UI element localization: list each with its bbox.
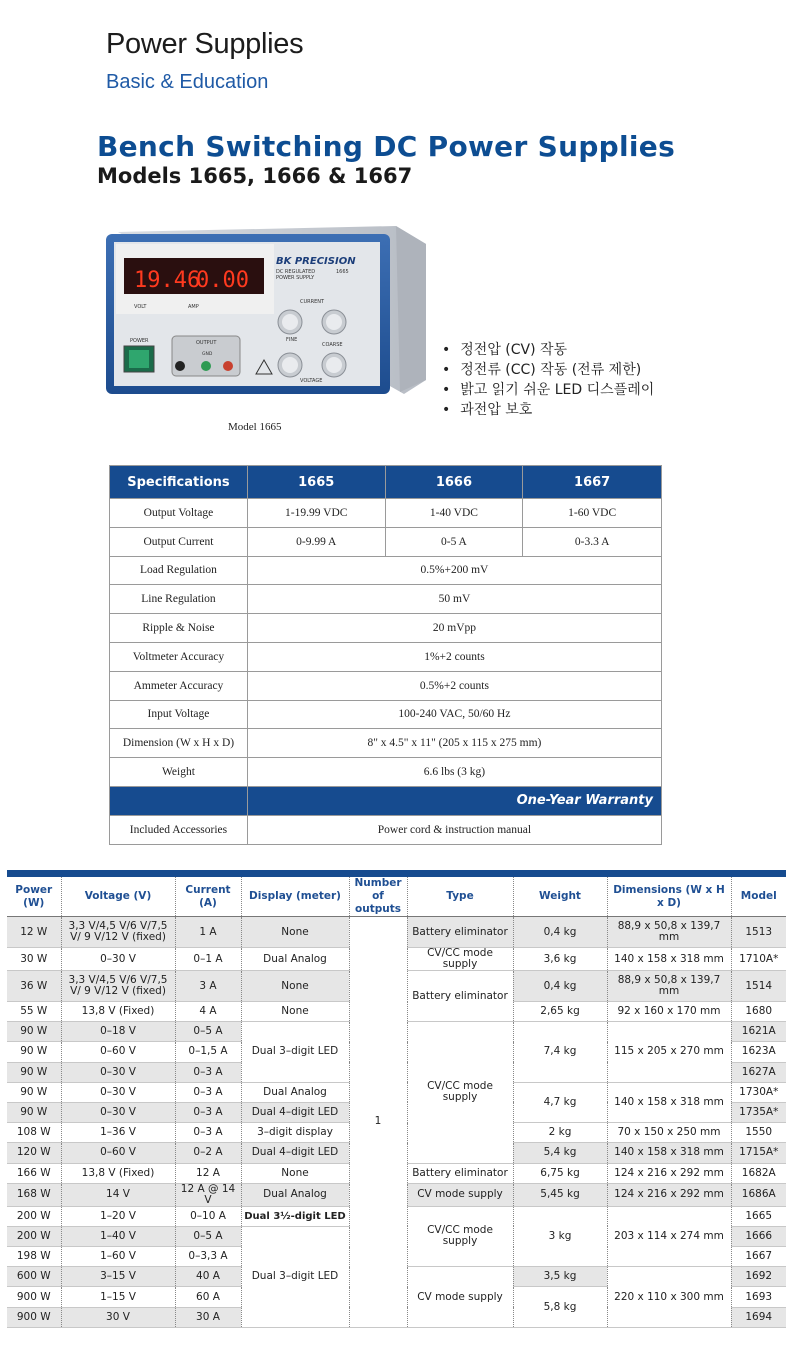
feature-item: • 정전류 (CC) 작동 (전류 제한) <box>442 360 654 380</box>
spec-value: 0-3.3 A <box>523 527 662 556</box>
lineup-header: Dimensions (W x H x D) <box>607 877 731 917</box>
terminal-ground <box>201 361 211 371</box>
model-cell: 1730A* <box>731 1082 786 1102</box>
voltage-cell: 1–40 V <box>61 1226 175 1246</box>
model-cell: 1665 <box>731 1206 786 1226</box>
spec-label: Ripple & Noise <box>110 614 248 643</box>
weight-cell: 4,7 kg <box>513 1082 607 1122</box>
power-cell: 55 W <box>7 1002 61 1022</box>
display-cell: None <box>241 1002 349 1022</box>
voltage-cell: 13,8 V (Fixed) <box>61 1002 175 1022</box>
display-cell: Dual 3–digit LED <box>241 1226 349 1327</box>
dimensions-cell: 70 x 150 x 250 mm <box>607 1123 731 1143</box>
model-cell: 1693 <box>731 1287 786 1307</box>
dimensions-cell: 92 x 160 x 170 mm <box>607 1002 731 1022</box>
spec-label: Line Regulation <box>110 585 248 614</box>
dimensions-cell: 140 x 158 x 318 mm <box>607 1082 731 1122</box>
power-cell: 30 W <box>7 948 61 971</box>
current-cell: 0–3 A <box>175 1062 241 1082</box>
spec-row <box>110 758 662 787</box>
table-row <box>7 917 786 948</box>
type-cell: CV/CC mode supply <box>407 1022 513 1163</box>
power-cell: 900 W <box>7 1307 61 1327</box>
spec-label: Weight <box>110 758 248 787</box>
weight-cell: 7,4 kg <box>513 1022 607 1083</box>
spec-row <box>110 556 662 585</box>
voltage-cell: 0–30 V <box>61 1082 175 1102</box>
weight-cell: 3,6 kg <box>513 948 607 971</box>
current-cell: 0–1,5 A <box>175 1042 241 1062</box>
weight-cell: 3,5 kg <box>513 1267 607 1287</box>
lineup-header: Weight <box>513 877 607 917</box>
weight-cell: 0,4 kg <box>513 971 607 1002</box>
voltage-cell: 14 V <box>61 1183 175 1206</box>
model-cell: 1666 <box>731 1226 786 1246</box>
amp-label: AMP <box>188 304 199 310</box>
display-cell: Dual 4–digit LED <box>241 1143 349 1163</box>
outputs-cell: 1 <box>349 917 407 1328</box>
voltage-cell: 0–30 V <box>61 948 175 971</box>
power-cell: 166 W <box>7 1163 61 1183</box>
spec-value: 0.5%+200 mV <box>247 556 661 585</box>
current-label: CURRENT <box>300 299 325 305</box>
warranty-label: One-Year Warranty <box>247 786 661 815</box>
warranty-row <box>110 786 662 815</box>
weight-cell: 5,4 kg <box>513 1143 607 1163</box>
current-cell: 0–1 A <box>175 948 241 971</box>
spec-row <box>110 499 662 528</box>
lineup-header: Model <box>731 877 786 917</box>
spec-value: 1%+2 counts <box>247 642 661 671</box>
current-cell: 40 A <box>175 1267 241 1287</box>
spec-header: 1665 <box>247 466 385 499</box>
display-cell: None <box>241 971 349 1002</box>
spec-label: Load Regulation <box>110 556 248 585</box>
power-cell: 108 W <box>7 1123 61 1143</box>
display-cell: None <box>241 917 349 948</box>
current-cell: 4 A <box>175 1002 241 1022</box>
knob-voltage-fine <box>278 353 302 377</box>
power-cell: 90 W <box>7 1022 61 1042</box>
spec-header-row <box>110 466 662 499</box>
spec-value: 0-9.99 A <box>247 527 385 556</box>
model-cell: 1627A <box>731 1062 786 1082</box>
lineup-header: Type <box>407 877 513 917</box>
voltage-cell: 3,3 V/4,5 V/6 V/7,5 V/ 9 V/12 V (fixed) <box>61 971 175 1002</box>
spec-row <box>110 729 662 758</box>
voltage-cell: 1–36 V <box>61 1123 175 1143</box>
fine-label: FINE <box>286 337 298 343</box>
dimensions-cell: 124 x 216 x 292 mm <box>607 1163 731 1183</box>
weight-cell: 3 kg <box>513 1206 607 1267</box>
power-label: POWER <box>130 338 149 344</box>
type-cell: Battery eliminator <box>407 1163 513 1183</box>
current-cell: 12 A <box>175 1163 241 1183</box>
current-cell: 0–3 A <box>175 1082 241 1102</box>
display-cell: Dual 4–digit LED <box>241 1102 349 1122</box>
lineup-header: Power (W) <box>7 877 61 917</box>
dimensions-cell: 140 x 158 x 318 mm <box>607 1143 731 1163</box>
model-cell: 1710A* <box>731 948 786 971</box>
model-cell: 1513 <box>731 917 786 948</box>
dimensions-cell: 203 x 114 x 274 mm <box>607 1206 731 1267</box>
warranty-blank <box>110 786 248 815</box>
spec-row <box>110 700 662 729</box>
model-cell: 1621A <box>731 1022 786 1042</box>
voltage-cell: 13,8 V (Fixed) <box>61 1163 175 1183</box>
voltage-cell: 0–18 V <box>61 1022 175 1042</box>
lineup-header: Current (A) <box>175 877 241 917</box>
spec-label: Input Voltage <box>110 700 248 729</box>
display-cell: Dual Analog <box>241 1082 349 1102</box>
feature-item: • 과전압 보호 <box>442 400 654 420</box>
power-cell: 36 W <box>7 971 61 1002</box>
current-cell: 0–5 A <box>175 1226 241 1246</box>
spec-row <box>110 585 662 614</box>
power-cell: 198 W <box>7 1247 61 1267</box>
spec-value: 20 mVpp <box>247 614 661 643</box>
spec-value: 0.5%+2 counts <box>247 671 661 700</box>
display-cell: Dual 3–digit LED <box>241 1022 349 1083</box>
model-cell: 1623A <box>731 1042 786 1062</box>
voltage-cell: 0–60 V <box>61 1143 175 1163</box>
model-cell: 1686A <box>731 1183 786 1206</box>
terminal-positive <box>223 361 233 371</box>
spec-label: Output Voltage <box>110 499 248 528</box>
lineup-table <box>7 877 786 1328</box>
type-cell: Battery eliminator <box>407 971 513 1022</box>
power-cell: 168 W <box>7 1183 61 1206</box>
display-cell: None <box>241 1163 349 1183</box>
power-cell: 90 W <box>7 1042 61 1062</box>
current-cell: 30 A <box>175 1307 241 1327</box>
current-cell: 12 A @ 14 V <box>175 1183 241 1206</box>
lineup-header: Number of outputs <box>349 877 407 917</box>
lineup-header: Voltage (V) <box>61 877 175 917</box>
spec-value: Power cord & instruction manual <box>247 815 661 844</box>
spec-value: 0-5 A <box>385 527 523 556</box>
specifications-table <box>109 465 662 845</box>
model-cell: 1682A <box>731 1163 786 1183</box>
spec-label: Ammeter Accuracy <box>110 671 248 700</box>
dimensions-cell: 124 x 216 x 292 mm <box>607 1183 731 1206</box>
voltage-cell: 30 V <box>61 1307 175 1327</box>
spec-row <box>110 527 662 556</box>
display-cell: Dual 3½-digit LED <box>241 1206 349 1226</box>
current-cell: 0–3 A <box>175 1123 241 1143</box>
spec-value: 6.6 lbs (3 kg) <box>247 758 661 787</box>
current-cell: 0–10 A <box>175 1206 241 1226</box>
photo-caption: Model 1665 <box>228 421 282 433</box>
lineup-header: Display (meter) <box>241 877 349 917</box>
coarse-label: COARSE <box>322 342 343 348</box>
power-cell: 900 W <box>7 1287 61 1307</box>
spec-value: 1-60 VDC <box>523 499 662 528</box>
feature-list <box>442 340 654 420</box>
spec-label: Dimension (W x H x D) <box>110 729 248 758</box>
power-cell: 600 W <box>7 1267 61 1287</box>
spec-value: 8" x 4.5" x 11" (205 x 115 x 275 mm) <box>247 729 661 758</box>
model-cell: 1715A* <box>731 1143 786 1163</box>
spec-header: Specifications <box>110 466 248 499</box>
voltage-cell: 1–60 V <box>61 1247 175 1267</box>
current-cell: 0–3,3 A <box>175 1247 241 1267</box>
display-cell: 3–digit display <box>241 1123 349 1143</box>
type-cell: CV/CC mode supply <box>407 1206 513 1267</box>
current-cell: 0–2 A <box>175 1143 241 1163</box>
current-cell: 60 A <box>175 1287 241 1307</box>
panel-line-2: POWER SUPPLY <box>276 275 315 281</box>
current-cell: 0–3 A <box>175 1102 241 1122</box>
feature-item: • 밝고 읽기 쉬운 LED 디스플레이 <box>442 380 654 400</box>
power-cell: 90 W <box>7 1082 61 1102</box>
spec-row <box>110 614 662 643</box>
spec-value: 1-19.99 VDC <box>247 499 385 528</box>
power-cell: 120 W <box>7 1143 61 1163</box>
dimensions-cell: 88,9 x 50,8 x 139,7 mm <box>607 971 731 1002</box>
dimensions-cell: 140 x 158 x 318 mm <box>607 948 731 971</box>
model-cell: 1692 <box>731 1267 786 1287</box>
weight-cell: 6,75 kg <box>513 1163 607 1183</box>
display-cell: Dual Analog <box>241 948 349 971</box>
spec-header: 1666 <box>385 466 523 499</box>
model-cell: 1694 <box>731 1307 786 1327</box>
terminal-negative <box>175 361 185 371</box>
current-cell: 0–5 A <box>175 1022 241 1042</box>
voltage-cell: 1–20 V <box>61 1206 175 1226</box>
spec-row <box>110 642 662 671</box>
spec-label: Output Current <box>110 527 248 556</box>
type-cell: CV mode supply <box>407 1183 513 1206</box>
current-cell: 3 A <box>175 971 241 1002</box>
dimensions-cell: 115 x 205 x 270 mm <box>607 1022 731 1083</box>
type-cell: Battery eliminator <box>407 917 513 948</box>
panel-line-1: DC REGULATED <box>276 269 316 275</box>
model-cell: 1680 <box>731 1002 786 1022</box>
output-label: OUTPUT <box>196 340 217 346</box>
type-cell: CV mode supply <box>407 1267 513 1328</box>
weight-cell: 5,8 kg <box>513 1287 607 1327</box>
lineup-table-wrap <box>7 870 786 1328</box>
power-cell: 200 W <box>7 1206 61 1226</box>
power-cell: 200 W <box>7 1226 61 1246</box>
power-cell: 12 W <box>7 917 61 948</box>
current-cell: 1 A <box>175 917 241 948</box>
voltage-cell: 0–30 V <box>61 1102 175 1122</box>
model-cell: 1514 <box>731 971 786 1002</box>
spec-header: 1667 <box>523 466 662 499</box>
voltage-cell: 1–15 V <box>61 1287 175 1307</box>
panel-model: 1665 <box>336 269 349 275</box>
feature-item: • 정전압 (CV) 작동 <box>442 340 654 360</box>
lineup-header-row <box>7 877 786 917</box>
page-header-subtitle: Basic & Education <box>106 71 269 93</box>
spec-value: 100-240 VAC, 50/60 Hz <box>247 700 661 729</box>
voltage-cell: 0–60 V <box>61 1042 175 1062</box>
display-cell: Dual Analog <box>241 1183 349 1206</box>
voltage-cell: 0–30 V <box>61 1062 175 1082</box>
spec-label: Included Accessories <box>110 815 248 844</box>
weight-cell: 5,45 kg <box>513 1183 607 1206</box>
spec-value: 50 mV <box>247 585 661 614</box>
voltage-label: VOLTAGE <box>300 378 323 384</box>
knob-current-fine <box>278 310 302 334</box>
spec-row <box>110 671 662 700</box>
model-cell: 1667 <box>731 1247 786 1267</box>
spec-label: Voltmeter Accuracy <box>110 642 248 671</box>
power-cell: 90 W <box>7 1102 61 1122</box>
spec-row <box>110 815 662 844</box>
voltage-cell: 3–15 V <box>61 1267 175 1287</box>
weight-cell: 2 kg <box>513 1123 607 1143</box>
spec-value: 1-40 VDC <box>385 499 523 528</box>
page-header-title: Power Supplies <box>106 28 304 60</box>
gnd-label: GND <box>202 352 213 357</box>
power-supply-photo <box>104 224 434 420</box>
knob-voltage-coarse <box>322 353 346 377</box>
weight-cell: 0,4 kg <box>513 917 607 948</box>
product-models: Models 1665, 1666 & 1667 <box>97 164 413 188</box>
product-title: Bench Switching DC Power Supplies <box>97 130 676 163</box>
knob-current-coarse <box>322 310 346 334</box>
dimensions-cell: 220 x 110 x 300 mm <box>607 1267 731 1328</box>
model-cell: 1550 <box>731 1123 786 1143</box>
brand-logo: BK PRECISION <box>276 256 356 267</box>
power-cell: 90 W <box>7 1062 61 1082</box>
type-cell: CV/CC mode supply <box>407 948 513 971</box>
volt-label: VOLT <box>134 304 147 310</box>
voltage-cell: 3,3 V/4,5 V/6 V/7,5 V/ 9 V/12 V (fixed) <box>61 917 175 948</box>
dimensions-cell: 88,9 x 50,8 x 139,7 mm <box>607 917 731 948</box>
weight-cell: 2,65 kg <box>513 1002 607 1022</box>
volt-readout: 19.46 <box>134 268 201 293</box>
amp-readout: 0.00 <box>196 268 249 293</box>
model-cell: 1735A* <box>731 1102 786 1122</box>
